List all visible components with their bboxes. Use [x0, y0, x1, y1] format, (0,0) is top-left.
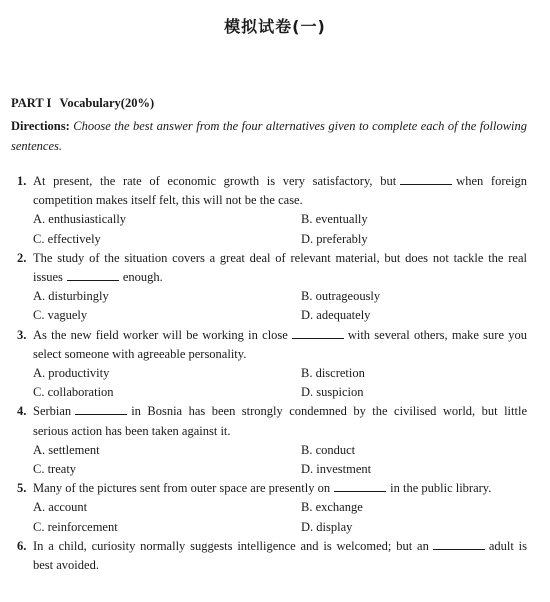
question-text-continued: adult is best avoided. — [33, 538, 527, 573]
answer-option: B. discretion — [301, 366, 365, 381]
question-number: 6. — [17, 538, 27, 553]
question-number: 4. — [17, 404, 27, 419]
answer-options — [11, 364, 527, 402]
answer-option: C. collaboration — [33, 385, 114, 400]
answer-option: A. enthusiastically — [33, 212, 127, 227]
part-weight: (20%) — [120, 96, 155, 110]
question-item — [11, 537, 527, 575]
page-title: 模拟试卷(一) — [224, 17, 326, 36]
answer-option: D. adequately — [301, 308, 371, 323]
answer-option: D. display — [301, 519, 353, 534]
part-heading — [11, 96, 154, 111]
answer-option: A. disturbingly — [33, 289, 109, 304]
question-item — [11, 172, 527, 249]
question-number: 3. — [17, 327, 27, 342]
question-stem — [11, 249, 527, 287]
question-stem — [11, 326, 527, 364]
question-text: Many of the pictures sent from outer space are presently on — [33, 481, 331, 496]
answer-blank — [433, 539, 485, 550]
question-text-continued: in the public library. — [390, 481, 492, 496]
question-item — [11, 249, 527, 326]
question-text-continued: with several others, make sure you select someone with agreeable personality. — [33, 327, 527, 361]
question-stem — [11, 537, 527, 575]
answer-blank — [67, 270, 119, 281]
answer-blank — [334, 481, 386, 492]
answer-option: C. treaty — [33, 462, 77, 477]
question-text-continued: in Bosnia has been strongly condemned by the civilised world, but little serious action has been taken against it. — [33, 404, 527, 438]
question-text: Serbian — [33, 404, 72, 419]
part-number: PART I — [11, 96, 52, 110]
answer-option: A. account — [33, 500, 88, 515]
question-stem — [11, 479, 527, 498]
directions-text: Choose the best answer from the four alternatives given to complete each of the following sentences. — [11, 119, 527, 153]
question-item — [11, 479, 527, 537]
answer-option: B. outrageously — [301, 289, 381, 304]
answer-option: B. exchange — [301, 500, 363, 515]
answer-option: B. conduct — [301, 442, 356, 457]
answer-option: C. vaguely — [33, 308, 88, 323]
answer-option: B. eventually — [301, 212, 368, 227]
question-text: In a child, curiosity normally suggests intelligence and is welcomed; but an — [33, 538, 429, 553]
question-text-continued: when foreign competition makes itself felt, this will not be the case. — [33, 174, 528, 208]
directions-label: Directions: — [11, 119, 70, 133]
answer-option: A. settlement — [33, 442, 100, 457]
answer-options — [11, 441, 527, 479]
question-number: 2. — [17, 250, 27, 265]
answer-options — [11, 498, 527, 536]
question-number: 1. — [17, 174, 27, 188]
question-text-continued: enough. — [122, 270, 163, 285]
answer-options — [11, 210, 527, 248]
answer-option: D. investment — [301, 462, 372, 477]
question-list — [11, 172, 527, 575]
question-stem — [11, 402, 527, 440]
question-item — [11, 402, 527, 479]
question-item — [11, 326, 527, 403]
question-number: 5. — [17, 481, 27, 496]
question-text: As the new field worker will be working in close — [33, 327, 288, 342]
answer-option: D. preferably — [301, 231, 368, 246]
answer-option: D. suspicion — [301, 385, 364, 400]
answer-option: C. effectively — [33, 231, 101, 246]
question-text: At present, the rate of economic growth is very satisfactory, but — [33, 174, 397, 188]
answer-options — [11, 287, 527, 325]
question-text: The study of the situation covers a great deal of relevant material, but does not tackle the real issues — [33, 250, 527, 285]
answer-option: C. reinforcement — [33, 519, 118, 534]
answer-blank — [400, 174, 452, 185]
answer-option: A. productivity — [33, 366, 110, 381]
answer-blank — [292, 328, 344, 339]
part-name: Vocabulary — [59, 96, 121, 110]
question-stem — [11, 172, 527, 210]
directions — [11, 116, 527, 156]
answer-blank — [75, 404, 127, 415]
